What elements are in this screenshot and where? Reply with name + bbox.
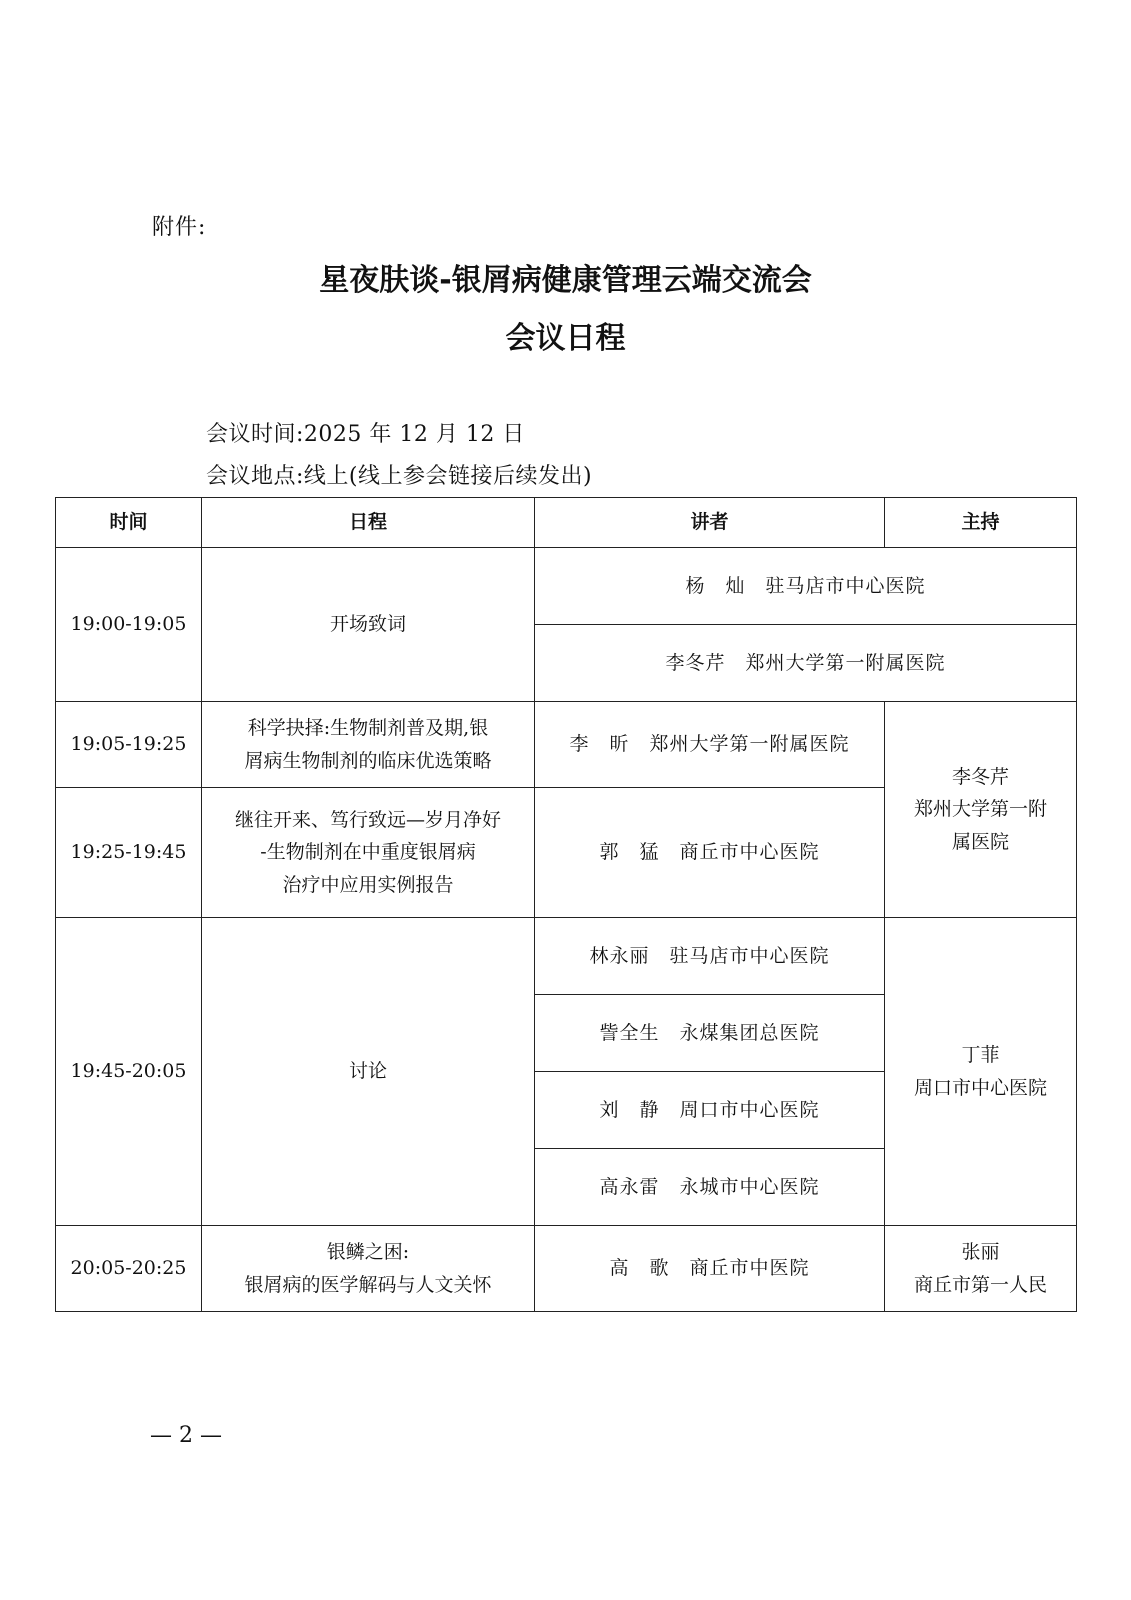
host-cell bbox=[885, 918, 1077, 1226]
table-row bbox=[56, 1226, 1077, 1312]
header-host: 主持 bbox=[885, 498, 1077, 548]
document-title: 星夜肤谈-银屑病健康管理云端交流会 bbox=[319, 263, 812, 298]
table-row bbox=[56, 702, 1077, 788]
host-org: 商丘市第一人民 bbox=[913, 1273, 1047, 1296]
meeting-place: 会议地点:线上(线上参会链接后续发出) bbox=[206, 464, 593, 489]
host-cell bbox=[885, 1226, 1077, 1312]
agenda-line: 治疗中应用实例报告 bbox=[282, 873, 454, 896]
agenda-line: 屑病生物制剂的临床优选策略 bbox=[244, 749, 492, 772]
host-name: 丁菲 bbox=[961, 1044, 1000, 1067]
attachment-label: 附件: bbox=[152, 215, 207, 240]
speaker-cell: 郭 猛 商丘市中心医院 bbox=[535, 788, 885, 918]
host-org: 属医院 bbox=[951, 830, 1009, 853]
time-cell: 19:00-19:05 bbox=[56, 548, 202, 702]
agenda-line: 科学抉择:生物制剂普及期,银 bbox=[247, 717, 489, 740]
speaker-cell: 杨 灿 驻马店市中心医院 bbox=[535, 548, 1077, 625]
host-name: 张丽 bbox=[961, 1241, 1000, 1264]
time-cell: 19:05-19:25 bbox=[56, 702, 202, 788]
time-cell: 19:25-19:45 bbox=[56, 788, 202, 918]
meeting-time: 会议时间:2025 年 12 月 12 日 bbox=[206, 422, 525, 447]
host-org: 周口市中心医院 bbox=[913, 1076, 1047, 1099]
table-header-row bbox=[56, 498, 1077, 548]
host-org: 郑州大学第一附 bbox=[913, 798, 1047, 821]
agenda-cell bbox=[202, 702, 535, 788]
time-cell: 20:05-20:25 bbox=[56, 1226, 202, 1312]
time-cell: 19:45-20:05 bbox=[56, 918, 202, 1226]
agenda-line: -生物制剂在中重度银屑病 bbox=[260, 841, 476, 864]
agenda-cell: 开场致词 bbox=[202, 548, 535, 702]
speaker-cell: 刘 静 周口市中心医院 bbox=[535, 1072, 885, 1149]
host-cell bbox=[885, 702, 1077, 918]
header-agenda: 日程 bbox=[202, 498, 535, 548]
speaker-cell: 李 昕 郑州大学第一附属医院 bbox=[535, 702, 885, 788]
page-number: — 2 — bbox=[150, 1423, 222, 1448]
agenda-line: 银鳞之困: bbox=[326, 1241, 410, 1264]
agenda-cell bbox=[202, 788, 535, 918]
document-subtitle: 会议日程 bbox=[505, 321, 626, 356]
speaker-cell: 高永雷 永城市中心医院 bbox=[535, 1149, 885, 1226]
table-row bbox=[56, 918, 1077, 995]
agenda-cell: 讨论 bbox=[202, 918, 535, 1226]
table-row bbox=[56, 548, 1077, 625]
speaker-cell: 林永丽 驻马店市中心医院 bbox=[535, 918, 885, 995]
speaker-cell: 高 歌 商丘市中医院 bbox=[535, 1226, 885, 1312]
agenda-cell bbox=[202, 1226, 535, 1312]
header-speaker: 讲者 bbox=[535, 498, 885, 548]
schedule-table bbox=[55, 497, 1077, 1312]
speaker-cell: 訾全生 永煤集团总医院 bbox=[535, 995, 885, 1072]
header-time: 时间 bbox=[56, 498, 202, 548]
host-name: 李冬芹 bbox=[951, 766, 1009, 789]
agenda-line: 银屑病的医学解码与人文关怀 bbox=[244, 1273, 492, 1296]
agenda-line: 继往开来、笃行致远—岁月净好 bbox=[234, 809, 501, 832]
speaker-cell: 李冬芹 郑州大学第一附属医院 bbox=[535, 625, 1077, 702]
